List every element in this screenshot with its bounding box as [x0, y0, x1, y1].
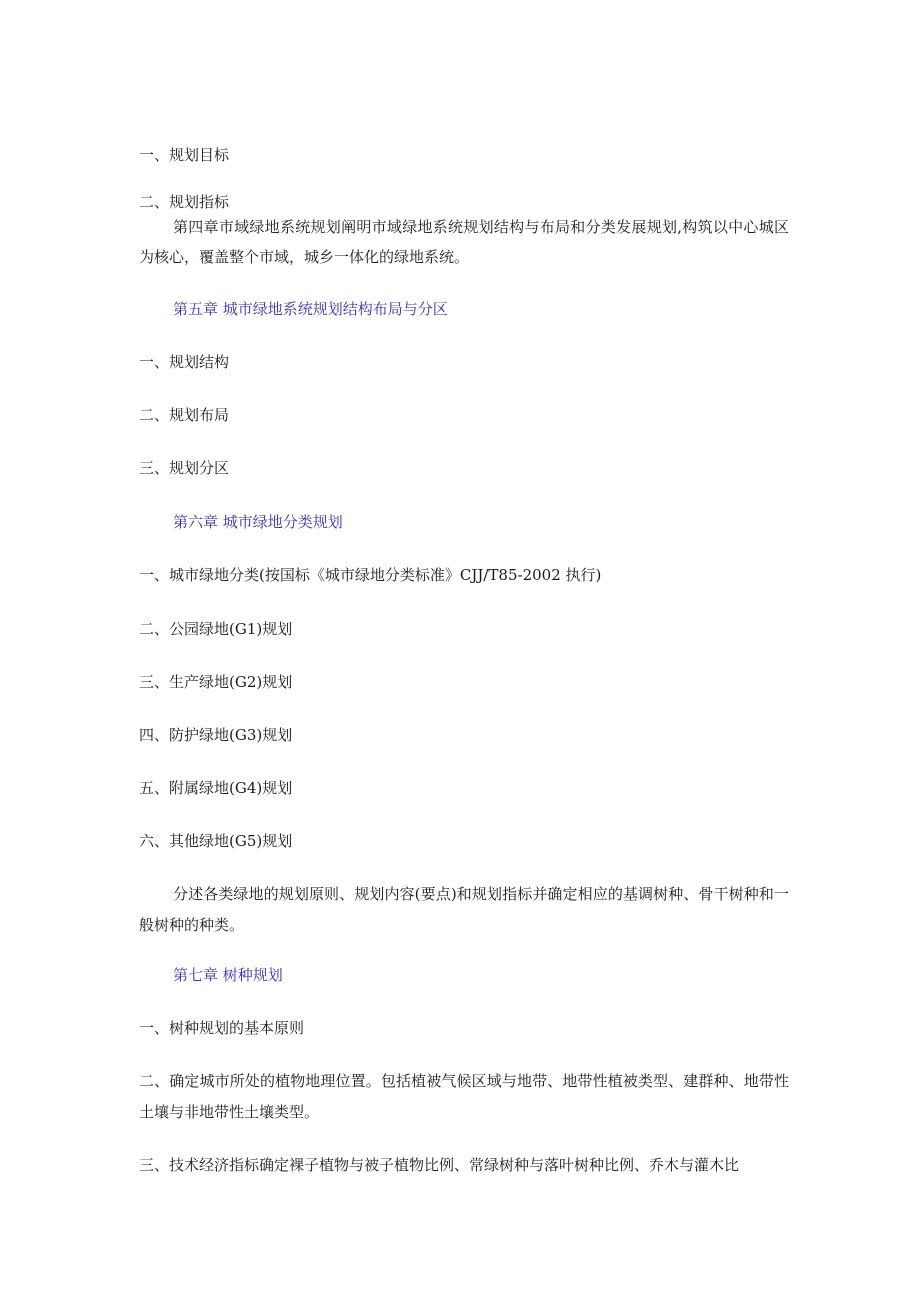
ch6-item-g3: 四、防护绿地(G3)规划 [139, 726, 293, 744]
chapter5-heading: 第五章 城市绿地系统规划结构布局与分区 [173, 300, 448, 318]
chapter6-paragraph: 分述各类绿地的规划原则、规划内容(要点)和规划指标并确定相应的基调树种、骨干树种和一般树种的种类。 [139, 885, 789, 934]
ch5-item-zoning: 三、规划分区 [139, 459, 230, 477]
ch6-item-g5: 六、其他绿地(G5)规划 [139, 832, 293, 850]
ch6-item-g1: 二、公园绿地(G1)规划 [139, 620, 293, 638]
ch6-item-classification: 一、城市绿地分类(按国标《城市绿地分类标准》CJJ/T85-2002 执行) [139, 566, 602, 584]
ch6-item-g2: 三、生产绿地(G2)规划 [139, 673, 293, 691]
ch7-item-indicators: 三、技术经济指标确定裸子植物与被子植物比例、常绿树种与落叶树种比例、乔木与灌木比 [139, 1156, 740, 1174]
item-planning-index: 二、规划指标 [139, 193, 230, 211]
chapter4-paragraph: 第四章市域绿地系统规划阐明市域绿地系统规划结构与布局和分类发展规划,构筑以中心城区为核心，覆盖整个市域，城乡一体化的绿地系统。 [139, 218, 789, 266]
ch6-item-g4: 五、附属绿地(G4)规划 [139, 779, 293, 797]
ch5-item-structure: 一、规划结构 [139, 353, 230, 371]
item-planning-goal: 一、规划目标 [139, 146, 230, 164]
chapter6-heading: 第六章 城市绿地分类规划 [173, 513, 343, 531]
ch5-item-layout: 二、规划布局 [139, 406, 230, 424]
chapter7-heading: 第七章 树种规划 [173, 966, 283, 984]
ch7-item-principles: 一、树种规划的基本原则 [139, 1019, 305, 1037]
ch7-item-location: 二、确定城市所处的植物地理位置。包括植被气候区域与地带、地带性植被类型、建群种、地带性土壤与非地带性土壤类型。 [139, 1072, 789, 1121]
